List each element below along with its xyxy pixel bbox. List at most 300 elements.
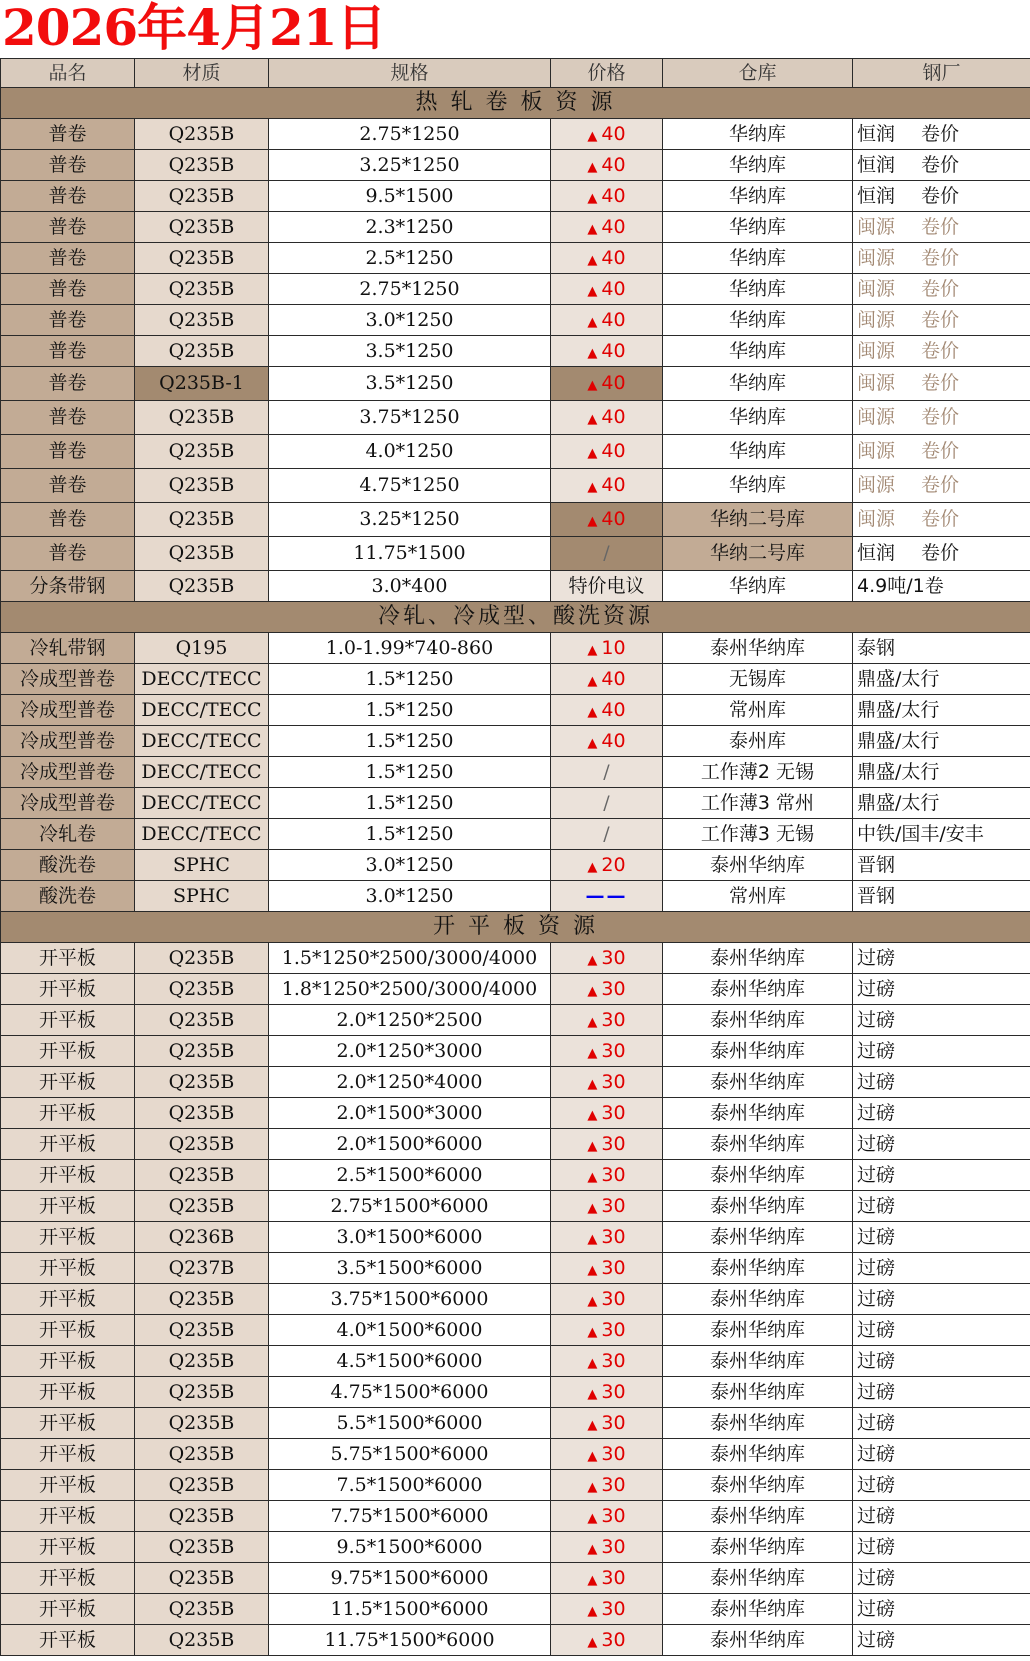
warehouse-cell: 泰州华纳库: [663, 1284, 853, 1315]
mill-cell: [853, 1532, 1030, 1563]
mill-cell: [853, 571, 1030, 602]
warehouse-cell: 泰州华纳库: [663, 1532, 853, 1563]
price-cell: [551, 336, 663, 367]
material-cell: Q235B: [135, 401, 269, 435]
mill-cell: [853, 1222, 1030, 1253]
mill-cell: [853, 119, 1030, 150]
up-arrow-icon: ▲: [587, 345, 598, 361]
price-cell: [551, 1315, 663, 1346]
table-row: [1, 181, 1030, 212]
price-cell: [551, 1625, 663, 1656]
price-cell: [551, 367, 663, 401]
up-arrow-icon: ▲: [587, 673, 598, 689]
price-value: 40: [601, 474, 626, 496]
mill-cell: [853, 1315, 1030, 1346]
spec-cell: 3.75*1500*6000: [269, 1284, 551, 1315]
product-name-cell: 开平板: [1, 1594, 135, 1625]
warehouse-cell: 华纳库: [663, 367, 853, 401]
mill-cell: [853, 305, 1030, 336]
price-value: 40: [601, 698, 626, 721]
up-arrow-icon: ▲: [587, 1324, 598, 1340]
price-cell: /: [551, 757, 663, 788]
mill-name: 晋钢: [857, 853, 896, 876]
spec-cell: 1.8*1250*2500/3000/4000: [269, 974, 551, 1005]
up-arrow-icon: ▲: [587, 1479, 598, 1495]
table-row: [1, 1501, 1030, 1532]
header-cell-name: 品名: [1, 59, 135, 88]
mill-cell: [853, 1439, 1030, 1470]
price-cell: [551, 181, 663, 212]
warehouse-cell: 泰州库: [663, 726, 853, 757]
up-arrow-icon: ▲: [587, 1572, 598, 1588]
material-cell: Q235B: [135, 243, 269, 274]
product-name-cell: 冷成型普卷: [1, 788, 135, 819]
warehouse-cell: 泰州华纳库: [663, 850, 853, 881]
mill-name: 过磅: [857, 1597, 896, 1620]
mill-cell: [853, 435, 1030, 469]
product-name-cell: 开平板: [1, 1563, 135, 1594]
table-row: [1, 571, 1030, 602]
table-row: [1, 469, 1030, 503]
table-row: [1, 401, 1030, 435]
price-cell: [551, 1501, 663, 1532]
price-value: 40: [601, 308, 626, 331]
warehouse-cell: 泰州华纳库: [663, 1315, 853, 1346]
table-row: [1, 435, 1030, 469]
table-row: [1, 1222, 1030, 1253]
product-name-cell: 冷轧卷: [1, 819, 135, 850]
product-name-cell: 冷成型普卷: [1, 726, 135, 757]
material-cell: Q235B: [135, 1532, 269, 1563]
up-arrow-icon: ▲: [587, 1541, 598, 1557]
price-value: 40: [601, 406, 626, 428]
price-cell: [551, 1594, 663, 1625]
warehouse-cell: 泰州华纳库: [663, 1408, 853, 1439]
material-cell: Q235B: [135, 274, 269, 305]
spec-cell: 1.5*1250: [269, 726, 551, 757]
up-arrow-icon: ▲: [587, 128, 598, 144]
material-cell: Q195: [135, 633, 269, 664]
spec-cell: 5.5*1500*6000: [269, 1408, 551, 1439]
mill-cell: [853, 881, 1030, 912]
spec-cell: 1.5*1250: [269, 664, 551, 695]
material-cell: Q235B: [135, 974, 269, 1005]
mill-note: 卷价: [921, 508, 960, 530]
section-title: 冷轧、冷成型、酸洗资源: [1, 602, 1030, 633]
price-cell: [551, 435, 663, 469]
price-value: 30: [601, 1380, 626, 1403]
mill-name: 过磅: [857, 1132, 896, 1155]
warehouse-cell: 华纳库: [663, 119, 853, 150]
spec-cell: 1.5*1250*2500/3000/4000: [269, 943, 551, 974]
mill-note: 卷价: [921, 406, 960, 428]
spec-cell: 4.0*1500*6000: [269, 1315, 551, 1346]
mill-name: 过磅: [857, 1504, 896, 1527]
spec-cell: 3.5*1500*6000: [269, 1253, 551, 1284]
mill-cell: [853, 1470, 1030, 1501]
product-name-cell: 普卷: [1, 181, 135, 212]
table-row: [1, 212, 1030, 243]
price-value: 40: [601, 215, 626, 238]
header-cell-warehouse: 仓库: [663, 59, 853, 88]
price-value: 30: [601, 1504, 626, 1527]
mill-name: 闽源: [857, 474, 896, 496]
mill-name: 过磅: [857, 1101, 896, 1124]
mill-cell: [853, 974, 1030, 1005]
mill-name: 过磅: [857, 1070, 896, 1093]
product-name-cell: 冷成型普卷: [1, 664, 135, 695]
up-arrow-icon: ▲: [587, 1603, 598, 1619]
material-cell: Q235B: [135, 119, 269, 150]
product-name-cell: 开平板: [1, 1191, 135, 1222]
product-name-cell: 普卷: [1, 150, 135, 181]
price-cell: [551, 401, 663, 435]
mill-cell: [853, 469, 1030, 503]
price-cell: [551, 274, 663, 305]
mill-name: 过磅: [857, 1628, 896, 1651]
mill-cell: [853, 336, 1030, 367]
mill-cell: [853, 537, 1030, 571]
price-cell: [551, 1098, 663, 1129]
material-cell: Q236B: [135, 1222, 269, 1253]
mill-cell: [853, 633, 1030, 664]
material-cell: Q235B: [135, 1408, 269, 1439]
spec-cell: 11.75*1500*6000: [269, 1625, 551, 1656]
up-arrow-icon: ▲: [587, 480, 598, 495]
up-arrow-icon: ▲: [587, 704, 598, 720]
up-arrow-icon: ▲: [587, 159, 598, 175]
price-value: 30: [601, 1535, 626, 1558]
table-row: [1, 1439, 1030, 1470]
mill-name: 闽源: [857, 372, 896, 394]
table-row: [1, 974, 1030, 1005]
spec-cell: 2.0*1250*3000: [269, 1036, 551, 1067]
product-name-cell: 开平板: [1, 1284, 135, 1315]
mill-note: 卷价: [921, 153, 960, 176]
product-name-cell: 开平板: [1, 1005, 135, 1036]
warehouse-cell: 泰州华纳库: [663, 1191, 853, 1222]
up-arrow-icon: ▲: [587, 1138, 598, 1154]
product-name-cell: 分条带钢: [1, 571, 135, 602]
mill-name: 过磅: [857, 1039, 896, 1062]
material-cell: Q235B: [135, 1284, 269, 1315]
mill-name: 4.9吨/1卷: [857, 574, 944, 597]
mill-name: 鼎盛/太行: [857, 667, 940, 690]
material-cell: Q235B: [135, 1160, 269, 1191]
table-row: [1, 1253, 1030, 1284]
product-name-cell: 普卷: [1, 119, 135, 150]
material-cell: Q235B: [135, 503, 269, 537]
spec-cell: 2.0*1500*6000: [269, 1129, 551, 1160]
mill-name: 过磅: [857, 1411, 896, 1434]
product-name-cell: 开平板: [1, 1439, 135, 1470]
product-name-cell: 开平板: [1, 1098, 135, 1129]
price-cell: [551, 726, 663, 757]
price-cell: [551, 1160, 663, 1191]
warehouse-cell: 华纳库: [663, 150, 853, 181]
mill-cell: [853, 503, 1030, 537]
table-row: [1, 1346, 1030, 1377]
spec-cell: 7.5*1500*6000: [269, 1470, 551, 1501]
mill-name: 过磅: [857, 1256, 896, 1279]
table-row: [1, 503, 1030, 537]
spec-cell: 2.75*1250: [269, 119, 551, 150]
up-arrow-icon: ▲: [587, 1014, 598, 1030]
price-cell: [551, 1470, 663, 1501]
material-cell: Q235B: [135, 1377, 269, 1408]
warehouse-cell: 泰州华纳库: [663, 1005, 853, 1036]
mill-name: 鼎盛/太行: [857, 760, 940, 783]
price-table: [0, 58, 1030, 1656]
spec-cell: 9.5*1500*6000: [269, 1532, 551, 1563]
spec-cell: 2.0*1250*2500: [269, 1005, 551, 1036]
price-cell: [551, 1005, 663, 1036]
mill-cell: [853, 1067, 1030, 1098]
price-value: 30: [601, 1225, 626, 1248]
price-cell: [551, 633, 663, 664]
mill-name: 闽源: [857, 406, 896, 428]
warehouse-cell: 华纳库: [663, 469, 853, 503]
material-cell: DECC/TECC: [135, 726, 269, 757]
product-name-cell: 普卷: [1, 274, 135, 305]
table-row: [1, 1563, 1030, 1594]
mill-name: 过磅: [857, 1535, 896, 1558]
product-name-cell: 开平板: [1, 1377, 135, 1408]
warehouse-cell: 泰州华纳库: [663, 943, 853, 974]
price-cell: [551, 119, 663, 150]
price-value: 40: [601, 508, 626, 530]
up-arrow-icon: ▲: [587, 1169, 598, 1185]
warehouse-cell: 泰州华纳库: [663, 1501, 853, 1532]
price-cell: [551, 1439, 663, 1470]
mill-note: 卷价: [921, 246, 960, 269]
spec-cell: 3.0*1250: [269, 305, 551, 336]
product-name-cell: 普卷: [1, 367, 135, 401]
section-header-row: [1, 602, 1030, 633]
table-row: [1, 274, 1030, 305]
mill-name: 鼎盛/太行: [857, 698, 940, 721]
spec-cell: 5.75*1500*6000: [269, 1439, 551, 1470]
product-name-cell: 冷成型普卷: [1, 695, 135, 726]
material-cell: Q235B-1: [135, 367, 269, 401]
spec-cell: 4.75*1500*6000: [269, 1377, 551, 1408]
spec-cell: 3.5*1250: [269, 336, 551, 367]
mill-name: 闽源: [857, 440, 896, 462]
price-value: 30: [601, 1256, 626, 1279]
section-title: 热 轧 卷 板 资 源: [1, 88, 1030, 119]
price-value: 30: [601, 977, 626, 1000]
mill-note: 卷价: [921, 339, 960, 362]
mill-cell: [853, 695, 1030, 726]
table-row: [1, 1160, 1030, 1191]
up-arrow-icon: ▲: [587, 412, 598, 427]
price-cell: 特价电议: [551, 571, 663, 602]
material-cell: Q235B: [135, 1346, 269, 1377]
up-arrow-icon: ▲: [587, 446, 598, 461]
price-value: 30: [601, 1194, 626, 1217]
table-row: [1, 1625, 1030, 1656]
table-row: [1, 1594, 1030, 1625]
mill-name: 闽源: [857, 246, 896, 269]
up-arrow-icon: ▲: [587, 1510, 598, 1526]
mill-name: 闽源: [857, 277, 896, 300]
warehouse-cell: 泰州华纳库: [663, 1377, 853, 1408]
mill-cell: [853, 274, 1030, 305]
warehouse-cell: 泰州华纳库: [663, 1036, 853, 1067]
warehouse-cell: 华纳库: [663, 401, 853, 435]
material-cell: Q235B: [135, 1470, 269, 1501]
price-cell: [551, 974, 663, 1005]
mill-cell: [853, 1594, 1030, 1625]
warehouse-cell: 泰州华纳库: [663, 1594, 853, 1625]
table-row: [1, 150, 1030, 181]
price-cell: [551, 503, 663, 537]
mill-cell: [853, 1191, 1030, 1222]
price-value: 30: [601, 1597, 626, 1620]
spec-cell: 2.5*1250: [269, 243, 551, 274]
mill-name: 中铁/国丰/安丰: [857, 822, 984, 845]
up-arrow-icon: ▲: [587, 1634, 598, 1650]
product-name-cell: 开平板: [1, 1501, 135, 1532]
warehouse-cell: 华纳库: [663, 274, 853, 305]
material-cell: SPHC: [135, 850, 269, 881]
warehouse-cell: 泰州华纳库: [663, 1160, 853, 1191]
price-value: 40: [601, 667, 626, 690]
spec-cell: 4.0*1250: [269, 435, 551, 469]
spec-cell: 1.5*1250: [269, 788, 551, 819]
price-value: 10: [601, 636, 626, 659]
price-value: 40: [601, 184, 626, 207]
product-name-cell: 普卷: [1, 469, 135, 503]
product-name-cell: 开平板: [1, 1067, 135, 1098]
price-value: 30: [601, 1070, 626, 1093]
table-row: [1, 1191, 1030, 1222]
section-header-row: [1, 88, 1030, 119]
warehouse-cell: 华纳库: [663, 181, 853, 212]
table-row: [1, 119, 1030, 150]
price-value: 30: [601, 1442, 626, 1465]
warehouse-cell: 华纳库: [663, 435, 853, 469]
mill-cell: [853, 788, 1030, 819]
mill-name: 恒润: [857, 122, 896, 145]
spec-cell: 2.3*1250: [269, 212, 551, 243]
material-cell: Q235B: [135, 1036, 269, 1067]
product-name-cell: 普卷: [1, 212, 135, 243]
up-arrow-icon: ▲: [587, 1293, 598, 1309]
table-row: [1, 726, 1030, 757]
material-cell: Q235B: [135, 1439, 269, 1470]
up-arrow-icon: ▲: [587, 1417, 598, 1433]
price-value: 40: [601, 246, 626, 269]
mill-cell: [853, 243, 1030, 274]
warehouse-cell: 泰州华纳库: [663, 1067, 853, 1098]
price-value: 30: [601, 1628, 626, 1651]
price-value: 30: [601, 1039, 626, 1062]
price-value: 40: [601, 339, 626, 362]
up-arrow-icon: ▲: [587, 190, 598, 206]
spec-cell: 4.5*1500*6000: [269, 1346, 551, 1377]
price-value: 30: [601, 1163, 626, 1186]
spec-cell: 1.5*1250: [269, 757, 551, 788]
mill-name: 过磅: [857, 1225, 896, 1248]
warehouse-cell: 无锡库: [663, 664, 853, 695]
mill-note: 卷价: [921, 184, 960, 207]
product-name-cell: 普卷: [1, 435, 135, 469]
price-cell: [551, 850, 663, 881]
mill-cell: [853, 819, 1030, 850]
table-row: [1, 1067, 1030, 1098]
table-row: [1, 1284, 1030, 1315]
spec-cell: 11.5*1500*6000: [269, 1594, 551, 1625]
header-cell-price: 价格: [551, 59, 663, 88]
price-cell: [551, 1284, 663, 1315]
up-arrow-icon: ▲: [587, 378, 598, 393]
warehouse-cell: 华纳库: [663, 305, 853, 336]
spec-cell: 1.5*1250: [269, 819, 551, 850]
price-cell: [551, 150, 663, 181]
material-cell: Q235B: [135, 1315, 269, 1346]
mill-cell: [853, 1501, 1030, 1532]
price-value: 30: [601, 946, 626, 969]
mill-cell: [853, 150, 1030, 181]
mill-name: 过磅: [857, 1380, 896, 1403]
mill-note: 卷价: [921, 474, 960, 496]
mill-cell: [853, 1253, 1030, 1284]
warehouse-cell: 泰州华纳库: [663, 1253, 853, 1284]
spec-cell: 2.5*1500*6000: [269, 1160, 551, 1191]
table-row: [1, 819, 1030, 850]
material-cell: Q235B: [135, 469, 269, 503]
spec-cell: 11.75*1500: [269, 537, 551, 571]
product-name-cell: 开平板: [1, 1346, 135, 1377]
price-cell: [551, 695, 663, 726]
spec-cell: 9.5*1500: [269, 181, 551, 212]
table-row: [1, 1532, 1030, 1563]
mill-name: 过磅: [857, 1473, 896, 1496]
price-cell: [551, 1036, 663, 1067]
mill-name: 过磅: [857, 1349, 896, 1372]
warehouse-cell: 常州库: [663, 695, 853, 726]
price-cell: /: [551, 537, 663, 571]
mill-name: 过磅: [857, 1566, 896, 1589]
mill-name: 过磅: [857, 1008, 896, 1031]
price-value: 30: [601, 1473, 626, 1496]
section-header-row: [1, 912, 1030, 943]
product-name-cell: 开平板: [1, 974, 135, 1005]
mill-cell: [853, 1129, 1030, 1160]
table-row: [1, 881, 1030, 912]
mill-name: 晋钢: [857, 884, 896, 907]
spec-cell: 9.75*1500*6000: [269, 1563, 551, 1594]
mill-name: 闽源: [857, 508, 896, 530]
material-cell: Q235B: [135, 1005, 269, 1036]
price-value: 40: [601, 153, 626, 176]
table-row: [1, 943, 1030, 974]
header-cell-material: 材质: [135, 59, 269, 88]
material-cell: Q235B: [135, 212, 269, 243]
price-cell: ——: [551, 881, 663, 912]
price-value: 40: [601, 729, 626, 752]
warehouse-cell: 工作薄3 无锡: [663, 819, 853, 850]
mill-cell: [853, 212, 1030, 243]
mill-cell: [853, 1005, 1030, 1036]
mill-cell: [853, 1625, 1030, 1656]
mill-name: 闽源: [857, 339, 896, 362]
mill-name: 鼎盛/太行: [857, 729, 940, 752]
up-arrow-icon: ▲: [587, 983, 598, 999]
price-value: 30: [601, 1318, 626, 1341]
mill-note: 卷价: [921, 277, 960, 300]
